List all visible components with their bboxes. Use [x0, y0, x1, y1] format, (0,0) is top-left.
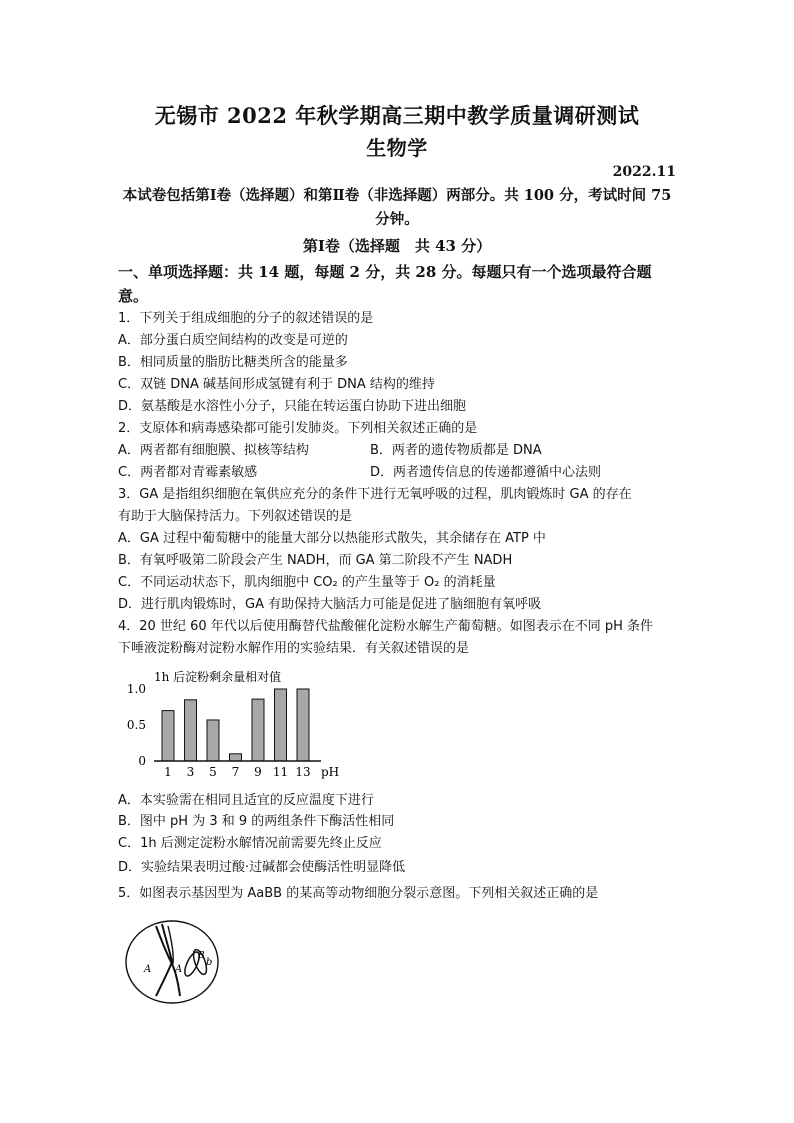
exam-title: 无锡市 2022 年秋学期高三期中教学质量调研测试: [154, 103, 640, 128]
bar-ph-5: [207, 720, 219, 761]
q1-option-a: A．部分蛋白质空间结构的改变是可逆的: [118, 333, 348, 348]
q3-option-c: C．不同运动状态下，肌肉细胞中 CO₂ 的产生量等于 O₂ 的消耗量: [118, 575, 496, 590]
exam-intro: 本试卷包括第Ⅰ卷（选择题）和第Ⅱ卷（非选择题）两部分。共 100 分，考试时间 75 分钟。: [122, 187, 672, 228]
y-tick-label: 1.0: [126, 682, 146, 696]
q3-option-b: B．有氧呼吸第二阶段会产生 NADH，而 GA 第二阶段不产生 NADH: [118, 553, 513, 568]
exam-date: 2022.11: [612, 164, 676, 180]
q2-option-c: C．两者都对青霉素敏感: [118, 465, 258, 480]
y-tick-label: 0.5: [126, 718, 146, 732]
gene-label-a1: A: [144, 964, 152, 975]
q3-stem-line2: 有助于大脑保持活力。下列叙述错误的是: [118, 509, 353, 524]
x-tick-label: 9: [254, 765, 262, 779]
section-heading: 一、单项选择题：共 14 题，每题 2 分，共 28 分。每题只有一个选项最符合题意。: [118, 263, 652, 305]
ph-bar-chart: [118, 662, 358, 786]
bar-ph-11: [275, 689, 287, 761]
q2-stem: 2．支原体和病毒感染都可能引发肺炎。下列相关叙述正确的是: [118, 421, 478, 436]
q3-option-d: D．进行肌肉锻炼时，GA 有助保持大脑活力可能是促进了脑细胞有氧呼吸: [118, 597, 542, 612]
bar-ph-9: [252, 699, 264, 761]
bar-ph-13: [297, 689, 309, 761]
volume-heading: 第Ⅰ卷（选择题 共 43 分）: [302, 237, 492, 255]
x-tick-label: 3: [186, 765, 195, 779]
cell-division-diagram: [118, 912, 228, 1012]
q3-stem-line1: 3．GA 是指组织细胞在氧供应充分的条件下进行无氧呼吸的过程，肌肉锻炼时 GA 的存在: [118, 487, 632, 502]
y-tick-label: 0: [138, 754, 146, 768]
q1-option-c: C．双链 DNA 碱基间形成氢键有利于 DNA 结构的维持: [118, 377, 435, 392]
bar-ph-1: [162, 711, 174, 761]
x-tick-label: 11: [272, 765, 289, 779]
gene-label-b2: b: [206, 957, 213, 968]
q1-stem: 1．下列关于组成细胞的分子的叙述错误的是: [118, 311, 374, 326]
x-tick-label: 13: [295, 765, 311, 779]
q1-option-b: B．相同质量的脂肪比糖类所含的能量多: [118, 355, 348, 370]
q4-option-c: C．1h 后测定淀粉水解情况前需要先终止反应: [118, 836, 382, 851]
q4-option-a: A．本实验需在相同且适宜的反应温度下进行: [118, 793, 374, 808]
chart-ylabel: 1h 后淀粉剩余量相对值: [154, 670, 282, 684]
q4-stem-line2: 下唾液淀粉酶对淀粉水解作用的实验结果．有关叙述错误的是: [118, 641, 470, 656]
subject-title: 生物学: [366, 136, 428, 160]
q4-stem-line1: 4．20 世纪 60 年代以后使用酶替代盐酸催化淀粉水解生产葡萄糖。如图表示在不同 pH 条件: [118, 619, 654, 634]
bar-ph-7: [230, 754, 242, 761]
chromosome-large-1: [156, 926, 183, 996]
q1-option-d: D．氨基酸是水溶性小分子，只能在转运蛋白协助下进出细胞: [118, 399, 467, 414]
x-tick-label: 1: [164, 765, 172, 779]
q2-option-d: D．两者遗传信息的传递都遵循中心法则: [370, 465, 602, 480]
q2-option-b: B．两者的遗传物质都是 DNA: [370, 443, 542, 458]
q5-stem: 5．如图表示基因型为 AaBB 的某高等动物细胞分裂示意图。下列相关叙述正确的是: [118, 886, 599, 901]
q4-option-d: D．实验结果表明过酸·过碱都会使酶活性明显降低: [118, 860, 406, 875]
q3-option-a: A．GA 过程中葡萄糖中的能量大部分以热能形式散失，其余储存在 ATP 中: [118, 531, 546, 546]
q4-option-b: B．图中 pH 为 3 和 9 的两组条件下酶活性相同: [118, 814, 395, 829]
x-tick-label: 5: [209, 765, 217, 779]
chart-xlabel: pH: [321, 765, 340, 779]
x-tick-label: 7: [231, 765, 240, 779]
gene-label-b1: B: [198, 951, 205, 961]
gene-label-a2: A: [175, 964, 183, 975]
q2-option-a: A．两者都有细胞膜、拟核等结构: [118, 443, 309, 458]
bar-ph-3: [185, 700, 197, 761]
